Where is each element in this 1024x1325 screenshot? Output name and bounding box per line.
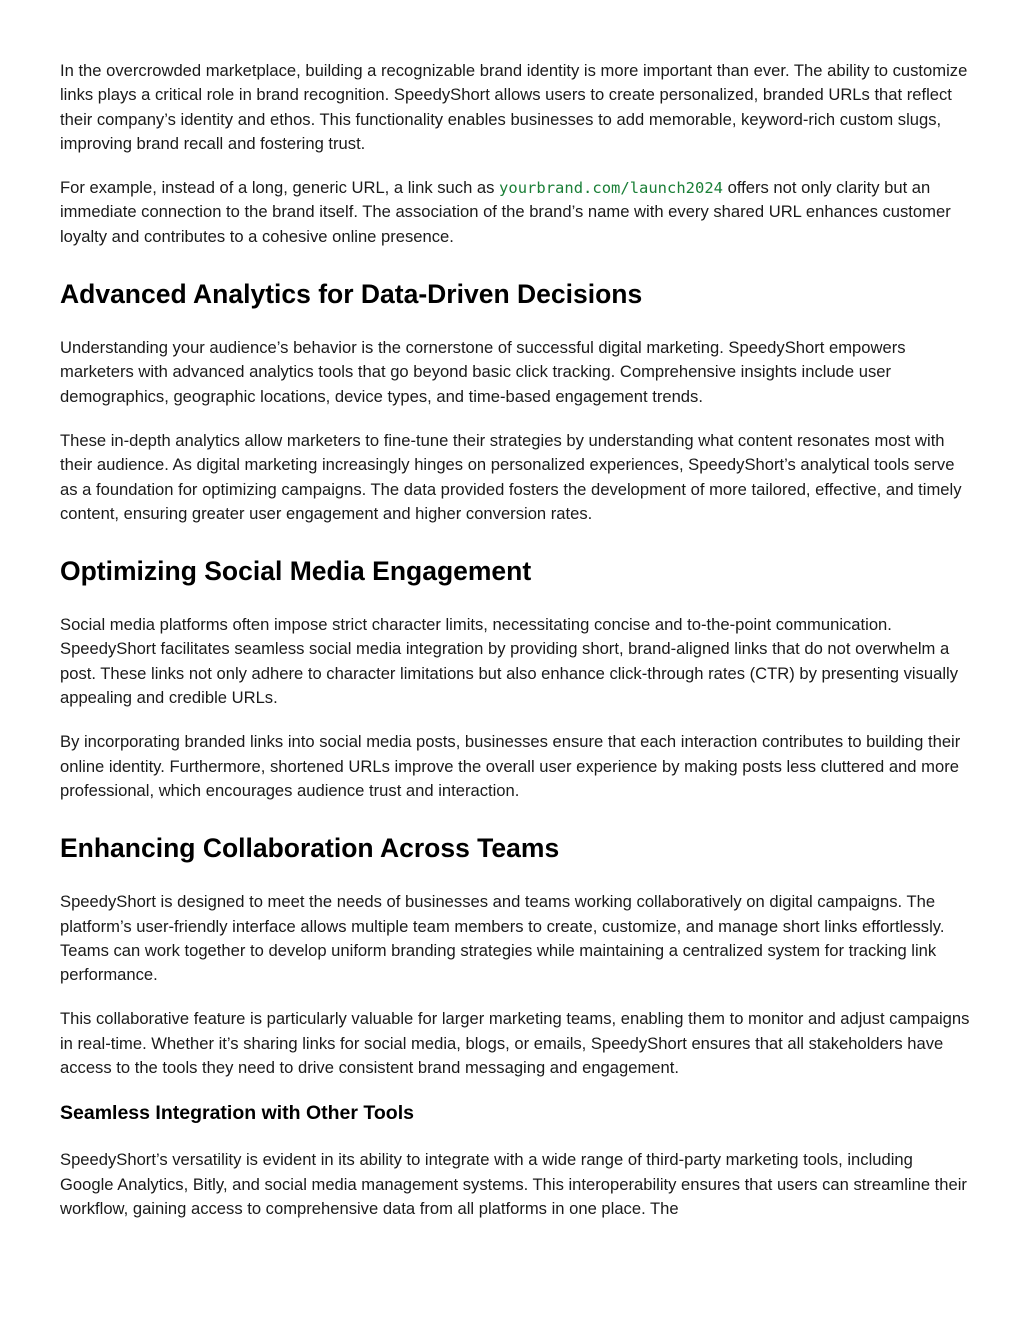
intro-paragraph-branding: In the overcrowded marketplace, building a recognizable brand identity is more important than ever. The ability to customize links plays a critical role in brand recognition. SpeedyShort allows users to create personalized, branded URLs that reflect their company’s identity and ethos. This functionality enables businesses to add memorable, keyword-rich custom slugs, improving brand recall and fostering trust. <box>60 61 968 153</box>
heading-collaboration: Enhancing Collaboration Across Teams <box>60 833 560 864</box>
collab-paragraph-2: This collaborative feature is particularly valuable for larger marketing teams, enabling them to monitor and adjust campaigns in real-time. Whether it’s sharing links for social media, blogs, or emails, SpeedyShort ensures that all stakeholders have access to the tools they need to drive consistent brand messaging and engagement. <box>60 1009 970 1078</box>
social-paragraph-2: By incorporating branded links into social media posts, businesses ensure that each interaction contributes to building their online identity. Furthermore, shortened URLs improve the overall user experience by making posts less cluttered and more professional, which encourages audience trust and interaction. <box>60 732 961 800</box>
analytics-paragraph-2: These in-depth analytics allow marketers to fine-tune their strategies by understanding what content resonates most with their audience. As digital marketing increasingly hinges on personalized experiences, SpeedyShort’s analytical tools serve as a foundation for optimizing campaigns. The data provided fosters the development of more tailored, effective, and timely content, ensuring greater user engagement and higher conversion rates. <box>60 430 962 523</box>
heading-social-media: Optimizing Social Media Engagement <box>60 556 532 587</box>
collab-paragraph-1: SpeedyShort is designed to meet the needs of businesses and teams working collaboratively on digital campaigns. The platform’s user-friendly interface allows multiple team members to create, customize, and manage short links effortlessly. Teams can work together to develop uniform branding strategies while maintaining a centralized system for tracking link performance. <box>60 892 945 985</box>
integration-paragraph-1: SpeedyShort’s versatility is evident in its ability to integrate with a wide range of third-party marketing tools, including Google Analytics, Bitly, and social media management systems. This interoperability ensures that users can streamline their workflow, gaining access to comprehensive data from all platforms in one place. The <box>60 1150 967 1218</box>
document-page <box>60 59 970 1241</box>
example-text-before: For example, instead of a long, generic URL, a link such as <box>60 178 500 198</box>
heading-advanced-analytics: Advanced Analytics for Data-Driven Decisions <box>60 279 643 310</box>
example-text-after: offers not only clarity but an immediate connection to the brand itself. The association of the brand’s name with every shared URL enhances customer loyalty and contributes to a cohesive online presence. <box>60 178 951 246</box>
analytics-paragraph-1: Understanding your audience’s behavior is the cornerstone of successful digital marketing. SpeedyShort empowers marketers with advanced analytics tools that go beyond basic click tracking. Comprehensive insights include user demographics, geographic locations, device types, and time-based engagement trends. <box>60 338 906 406</box>
example-url-code: yourbrand.com/launch2024 <box>499 179 724 198</box>
intro-paragraph-example <box>60 176 970 249</box>
subheading-integration: Seamless Integration with Other Tools <box>60 1102 414 1125</box>
social-paragraph-1: Social media platforms often impose strict character limits, necessitating concise and to-the-point communication. SpeedyShort facilitates seamless social media integration by providing short, brand-aligned links that do not overwhelm a post. These links not only adhere to character limitations but also enhance click-through rates (CTR) by presenting visually appealing and credible URLs. <box>60 615 959 708</box>
